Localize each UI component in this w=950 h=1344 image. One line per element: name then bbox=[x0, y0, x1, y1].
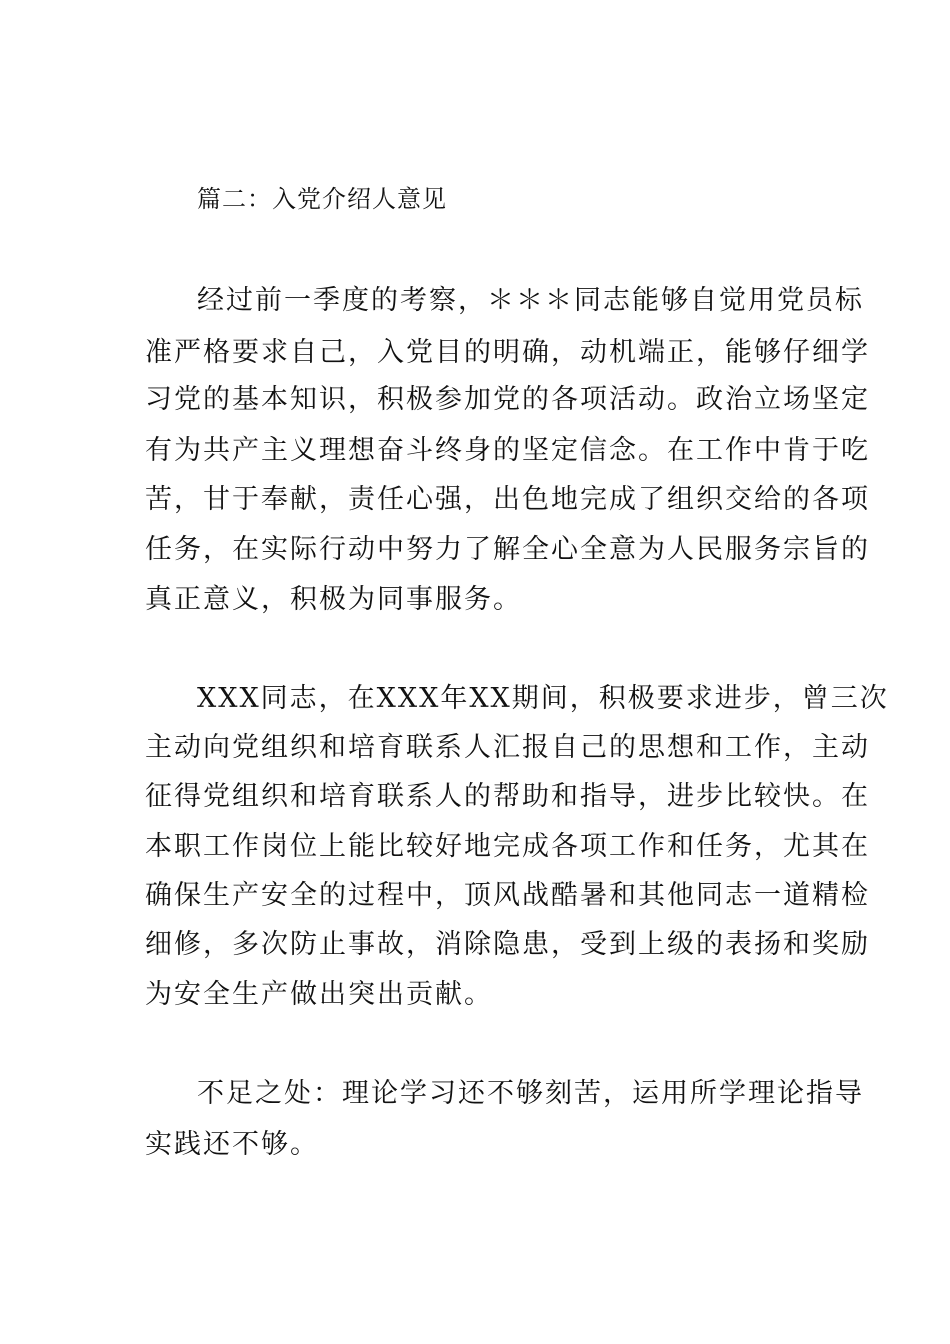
paragraph-3-line-1: 不足之处：理论学习还不够刻苦，运用所学理论指导 bbox=[197, 1078, 864, 1109]
paragraph-1-line-6: 任务，在实际行动中努力了解全心全意为人民服务宗旨的 bbox=[145, 534, 870, 565]
paragraph-1-line-2: 准严格要求自己，入党目的明确，动机端正，能够仔细学 bbox=[145, 337, 870, 368]
paragraph-2-line-4: 本职工作岗位上能比较好地完成各项工作和任务，尤其在 bbox=[145, 831, 870, 862]
paragraph-2-line-7: 为安全生产做出突出贡献。 bbox=[145, 979, 493, 1010]
paragraph-2-line-3: 征得党组织和培育联系人的帮助和指导，进步比较快。在 bbox=[145, 781, 870, 812]
paragraph-1-line-5: 苦，甘于奉献，责任心强，出色地完成了组织交给的各项 bbox=[145, 484, 870, 515]
paragraph-3-line-2: 实践还不够。 bbox=[145, 1129, 319, 1160]
section-heading: 篇二：入党介绍人意见 bbox=[197, 185, 447, 213]
paragraph-2-line-1: XXX同志，在XXX年XX期间，积极要求进步，曾三次 bbox=[197, 683, 889, 714]
paragraph-2-line-2: 主动向党组织和培育联系人汇报自己的思想和工作，主动 bbox=[145, 732, 870, 763]
paragraph-1-line-1: 经过前一季度的考察，＊＊＊同志能够自觉用党员标 bbox=[197, 285, 864, 316]
paragraph-2-line-5: 确保生产安全的过程中，顶风战酷暑和其他同志一道精检 bbox=[145, 880, 870, 911]
paragraph-1-line-3: 习党的基本知识，积极参加党的各项活动。政治立场坚定 bbox=[145, 384, 870, 415]
paragraph-1-line-4: 有为共产主义理想奋斗终身的坚定信念。在工作中肯于吃 bbox=[145, 435, 870, 466]
paragraph-2-line-6: 细修，多次防止事故，消除隐患，受到上级的表扬和奖励 bbox=[145, 929, 870, 960]
paragraph-1-line-7: 真正意义，积极为同事服务。 bbox=[145, 584, 522, 615]
